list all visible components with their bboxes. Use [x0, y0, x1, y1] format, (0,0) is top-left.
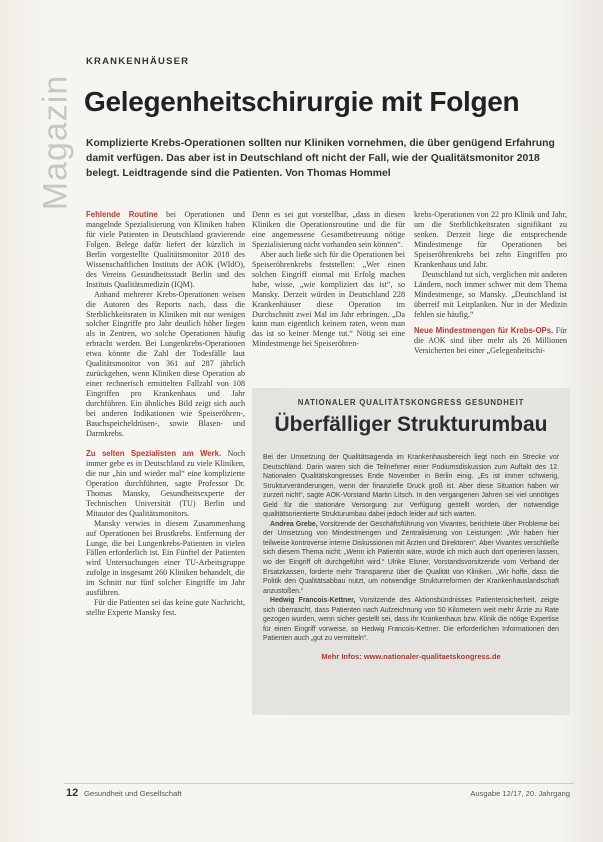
more-info-label: Mehr Infos:	[321, 651, 364, 661]
paragraph: Mansky verwies in diesem Zusammenhang auf Operationen bei Brustkrebs. Entfernung der Lunge, die bei Lungenkrebs-Patienten in vielen Fällen erforderlich ist. Ein Fünftel der Patienten wird Untersuchungen einer TU-Arbeitsgruppe zufolge in insgesamt 260 Kliniken behandelt, die im Schnitt nur fünf solcher Eingriffe im Jahr ausführen.	[86, 518, 245, 598]
paragraph: Denn es sei gut vorstellbar, „dass in diesen Kliniken die Operationsroutine und die für eine angemessene Gesamtbetreuung nötige Spezialisierung nicht vorhanden sein können“.	[252, 210, 405, 249]
paragraph-text: bei Operationen und mangelnde Spezialisierung von Kliniken haben für viele Patienten in Deutschland gravierende Folgen. Belege dafür liefert der kürzlich in Berlin vorgestellte Qualitätsmonitor 2018 des Wissenschaftlichen Instituts der AOK (WIdO), des Vereins Gesundheitsstadt Berlin und des Instituts Qualitätsmedizin (IQM).	[86, 210, 245, 289]
paragraph: Aber auch ließe sich für die Operationen bei Speiseröhrenkrebs feststellen: „Wer einen solchen Eingriff einmal mit Erfolg machen habe, wisse, „wie kompliziert das ist“, so Mansky. Derzeit würden in Deutschland 228 Krankenhäuser diese Operation im Durchschnitt zwei Mal im Jahr erbringen. „Da kann man eigentlich keinem raten, wenn man das ist so keiner Menge tut.“ Nötig sei eine Mindestmenge bei Speiseröhren-	[252, 249, 405, 349]
info-box-more-info	[262, 652, 560, 661]
person-name: Andrea Grebe,	[270, 520, 318, 528]
article-lead: Komplizierte Krebs-Operationen sollten nur Kliniken vornehmen, die über genügend Erfahrung damit verfügen. Das aber ist in Deutschland oft nicht der Fall, wie der Qualitätsmonitor 2018 belegt. Leidtragende sind die Patienten. Von Thomas Hommel	[86, 138, 555, 180]
subheading: Zu selten Spezialisten am Werk.	[86, 448, 222, 458]
page-footer	[66, 789, 570, 803]
paragraph: Bei der Umsetzung der Qualitätsagenda im Krankenhausbereich liegt noch ein Strecke vor Deutschland. Darin waren sich die Teilnehmer einer Podiumsdiskussion zum Auftakt des 12. Nationalen Qualitätskongresses Ende November in Berlin einig. „Es ist immer schwierig, Strukturveränderungen, wenn der finanzielle Druck groß ist. Aber diese Situation haben wir zurzeit nicht“, sagte AOK-Vorstand Martin Litsch. In den vergangenen Jahren sei viel unnötiges Geld für die stationäre Versorgung zur Verfügung gestellt worden, der notwendige qualitätsorientierte Strukturumbau dabei jedoch leider auf sich warten.	[263, 454, 559, 519]
issue-info: Ausgabe 12/17, 20. Jahrgang	[470, 789, 570, 798]
info-box-kicker: NATIONALER QUALITÄTSKONGRESS GESUNDHEIT	[297, 398, 525, 407]
paragraph-text: Für die AOK sind über mehr als 26 Millionen Versicherten bei einer „Gelegenheitschi-	[414, 326, 567, 356]
article-column-1	[86, 210, 245, 618]
paragraph-text: Noch immer gebe es in Deutschland zu viele Kliniken, die nur „hin und wieder mal“ eine komplizierte Operation durchführten, sagte Professor Dr. Thomas Mansky, Gesundheitsexperte der Technischen Universität (TU) Berlin und Mitautor des Qualitätsmonitors.	[86, 448, 245, 518]
paragraph	[263, 520, 559, 596]
magazine-name: Gesundheit und Gesellschaft	[84, 789, 182, 798]
paragraph	[86, 449, 245, 519]
article-headline: Gelegenheitschirurgie mit Folgen	[84, 86, 520, 117]
info-box-body	[262, 453, 560, 644]
article-column-3	[414, 210, 567, 356]
paragraph	[263, 596, 559, 644]
paragraph	[86, 210, 245, 290]
paragraph-text: Vorsitzende des Aktionsbündnisses Patientensicherheit, zeigte sich überrascht, dass Patienten nach Aufzeichnung von 50 Kilometern weit mehr Ärzte zu Rate gezogen wurden, wenn sicher gestellt sei, dass ihr Krankenhaus bzw. Klinik die nötige Expertise für einen Eingriff vorweise, so Hedwig Francois-Kettner. Die erforderlichen Informationen den Patienten auch „gut zu vermitteln“.	[263, 597, 559, 643]
paragraph: Deutschland tut sich, verglichen mit anderen Ländern, noch immer schwer mit dem Thema Mindestmenge, so Mansky. „Deutschland ist überreif mit Leitplanken. Nur in der Medizin fehlen sie häufig.“	[414, 269, 567, 319]
section-side-label	[36, 72, 76, 212]
paragraph-text: Vorsitzende der Geschäftsführung von Vivantes, berichtete über Probleme bei der Umsetzung von Mindestmengen und Zentralisierung von Leistungen: „Wir haben hier teilweise kontroverse interne Diskussionen mit Ärzten und Direktoren“. Aber Vivantes verschließe sich diesem Thema nicht: „Wenn ich Patientin wäre, würde ich mich auch dort operieren lassen, wo der Eingriff oft durchgeführt wird.“ Ulrike Elsner, Vorstandsvorsitzende vom Verband der Ersatzkassen, forderte mehr Transparenz über die Qualität von Kliniken. „Wir hoffe, dass die Politik den Qualitätsabbau nutzt, um notwendige Strukturreformen der Krankenhauslandschaft anzustoßen.“	[263, 520, 559, 595]
person-name: Hedwig Francois-Kettner,	[270, 597, 356, 605]
more-info-link[interactable]: www.nationaler-qualitaetskongress.de	[363, 651, 501, 661]
paragraph: Für die Patienten sei das keine gute Nachricht, stellte Experte Mansky fest.	[86, 598, 245, 618]
info-box	[252, 388, 570, 715]
paragraph: Anhand mehrerer Krebs-Operationen weisen die Autoren des Reports nach, dass die Sterblichkeitsraten in Kliniken mit nur wenigen solcher Eingriffe pro Jahr deutlich höher liegen als in Zentren, wo solche Operationen häufig erbracht werden. Bei Lungenkrebs-Operationen etwa könnte die Zahl der Todesfälle laut Qualitätsmonitor von 361 auf 287 jährlich zurückgehen, wenn Kliniken diese Operation ab einer rechnerisch ermittelten Fallzahl von 108 Eingriffen pro Krankenhaus und Jahr durchführen. Ein ähnliches Bild zeigt sich auch bei anderen Indikationen wie Speiseröhren-, Bauchspeicheldrüsen-, sowie Blasen- und Darmkrebs.	[86, 289, 245, 438]
footer-divider	[64, 783, 574, 784]
section-side-label-text: Magazin	[36, 74, 75, 210]
article-column-2	[252, 210, 405, 349]
info-box-title: Überfälliger Strukturumbau	[274, 413, 548, 436]
article-kicker: KRANKENHÄUSER	[86, 56, 190, 67]
paragraph	[414, 326, 567, 356]
page-number: 12	[66, 787, 79, 799]
run-in-heading: Fehlende Routine	[86, 210, 158, 219]
subheading: Neue Mindestmengen für Krebs-OPs.	[414, 326, 554, 336]
paragraph: krebs-Operationen von 22 pro Klinik und Jahr, um die Sterblichkeitsraten signifikant zu senken. Derzeit liege die entsprechende Mindestmenge für Operationen bei Speiseröhrenkrebs bei zehn Eingriffen pro Krankenhaus und Jahr.	[414, 210, 567, 269]
